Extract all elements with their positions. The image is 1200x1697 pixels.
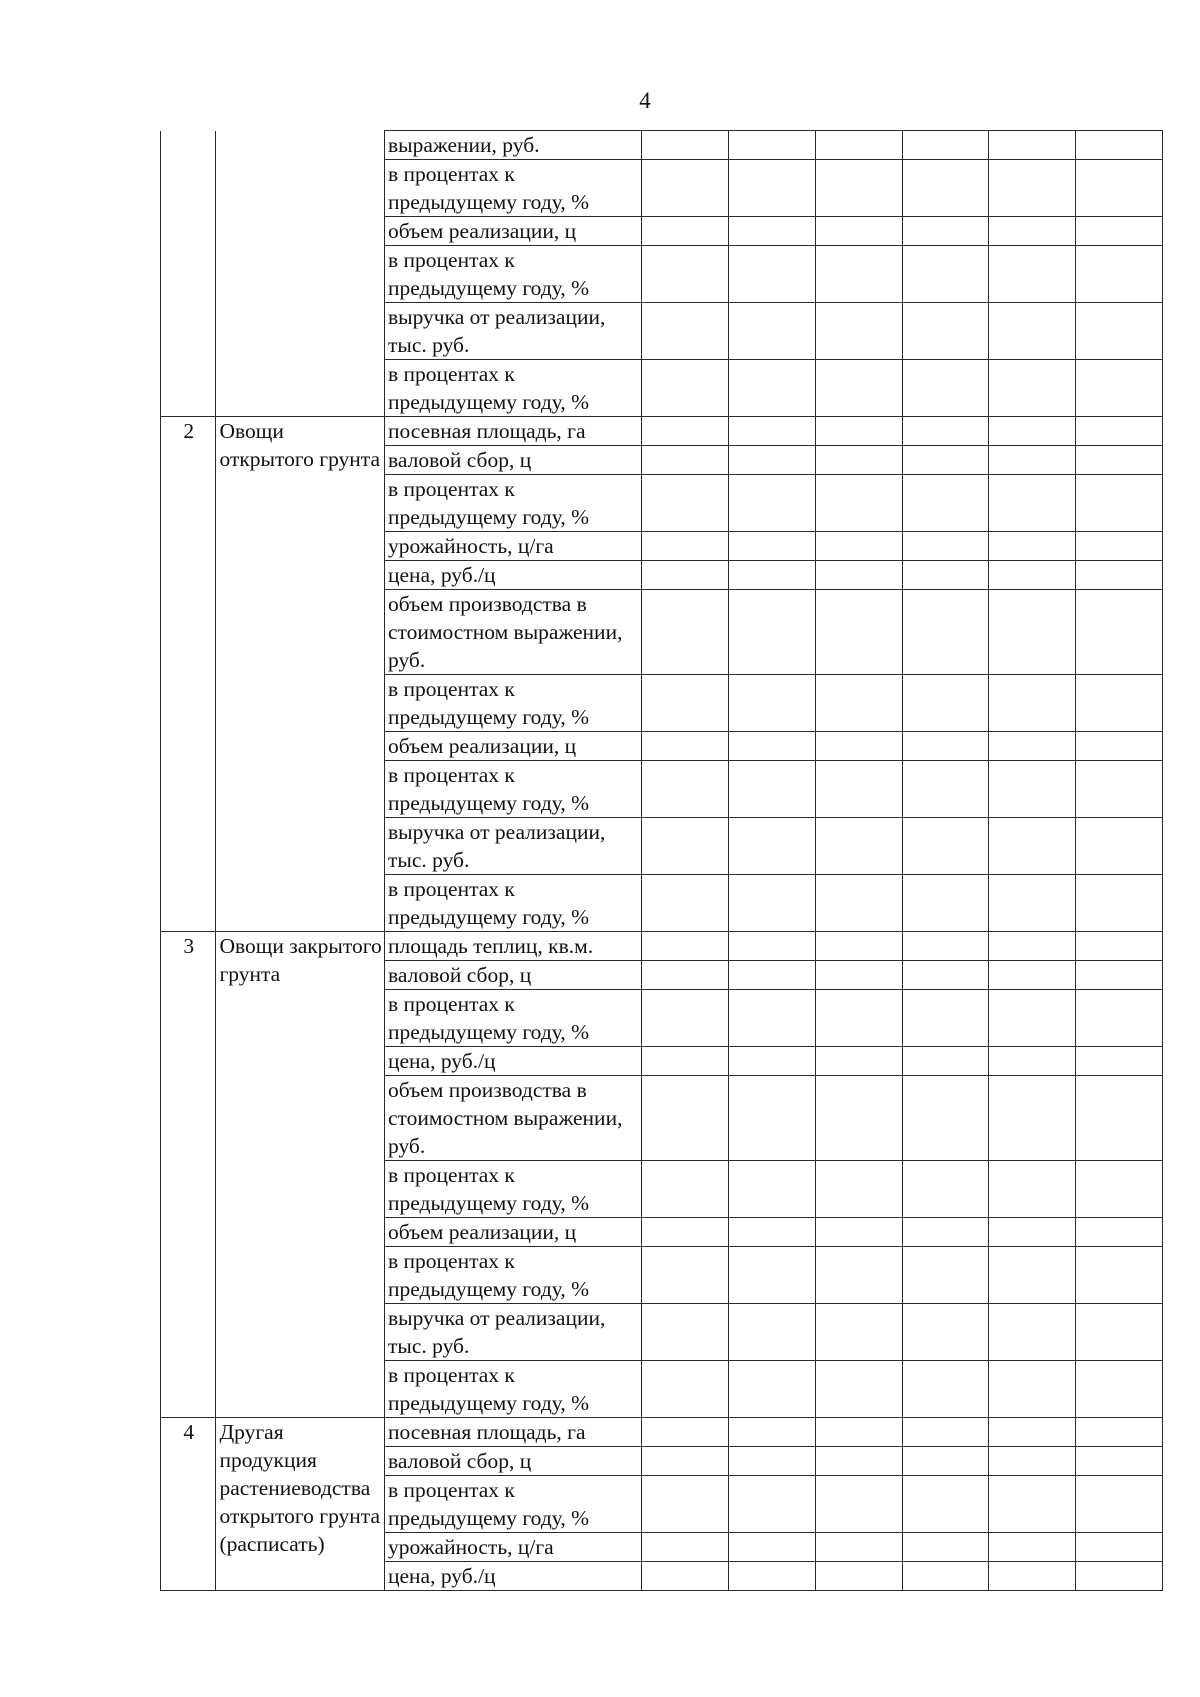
value-cell[interactable] [1076, 131, 1163, 160]
value-cell[interactable] [989, 131, 1076, 160]
value-cell[interactable] [1076, 961, 1163, 990]
section-name: Овощи закрытого грунта [216, 932, 385, 1418]
value-cell[interactable] [989, 1447, 1076, 1476]
value-cell[interactable] [642, 932, 729, 961]
value-cell[interactable] [1076, 1562, 1163, 1591]
indicator-label: в процентах к предыдущему году, % [384, 160, 641, 217]
value-cell[interactable] [989, 1533, 1076, 1562]
value-cell[interactable] [642, 532, 729, 561]
value-cell[interactable] [989, 675, 1076, 732]
value-cell[interactable] [1076, 818, 1163, 875]
value-cell[interactable] [989, 360, 1076, 417]
value-cell[interactable] [729, 417, 816, 446]
value-cell[interactable] [989, 532, 1076, 561]
value-cell[interactable] [1076, 761, 1163, 818]
value-cell[interactable] [989, 446, 1076, 475]
value-cell[interactable] [1076, 1418, 1163, 1447]
value-cell[interactable] [902, 732, 989, 761]
value-cell[interactable] [815, 732, 902, 761]
indicator-label: в процентах к предыдущему году, % [384, 875, 641, 932]
indicator-label: выручка от реализации, тыс. руб. [384, 303, 641, 360]
value-cell[interactable] [729, 875, 816, 932]
value-cell[interactable] [989, 1076, 1076, 1161]
indicator-label: выручка от реализации, тыс. руб. [384, 1304, 641, 1361]
value-cell[interactable] [902, 761, 989, 818]
value-cell[interactable] [1076, 1361, 1163, 1418]
section-name: Другая продукция растениеводства открытого грунта (расписать) [216, 1418, 385, 1591]
value-cell[interactable] [729, 303, 816, 360]
value-cell[interactable] [902, 1533, 989, 1562]
value-cell[interactable] [1076, 160, 1163, 217]
value-cell[interactable] [815, 990, 902, 1047]
value-cell[interactable] [815, 1161, 902, 1218]
value-cell[interactable] [642, 761, 729, 818]
value-cell[interactable] [902, 1361, 989, 1418]
value-cell[interactable] [642, 217, 729, 246]
value-cell[interactable] [1076, 532, 1163, 561]
value-cell[interactable] [1076, 1076, 1163, 1161]
value-cell[interactable] [729, 818, 816, 875]
value-cell[interactable] [729, 1076, 816, 1161]
value-cell[interactable] [1076, 1247, 1163, 1304]
value-cell[interactable] [642, 246, 729, 303]
value-cell[interactable] [642, 1447, 729, 1476]
value-cell[interactable] [729, 1476, 816, 1533]
value-cell[interactable] [642, 1476, 729, 1533]
value-cell[interactable] [1076, 675, 1163, 732]
indicator-label: цена, руб./ц [384, 561, 641, 590]
value-cell[interactable] [989, 246, 1076, 303]
value-cell[interactable] [902, 1047, 989, 1076]
indicator-label: объем реализации, ц [384, 217, 641, 246]
value-cell[interactable] [642, 1161, 729, 1218]
value-cell[interactable] [815, 1562, 902, 1591]
table-row [161, 932, 1163, 961]
value-cell[interactable] [642, 961, 729, 990]
value-cell[interactable] [1076, 561, 1163, 590]
report-table-body [161, 131, 1163, 1591]
value-cell[interactable] [729, 675, 816, 732]
value-cell[interactable] [729, 590, 816, 675]
value-cell[interactable] [989, 932, 1076, 961]
value-cell[interactable] [902, 990, 989, 1047]
value-cell[interactable] [1076, 475, 1163, 532]
value-cell[interactable] [989, 1304, 1076, 1361]
value-cell[interactable] [815, 360, 902, 417]
indicator-label: валовой сбор, ц [384, 446, 641, 475]
indicator-label: валовой сбор, ц [384, 961, 641, 990]
value-cell[interactable] [642, 303, 729, 360]
indicator-label: в процентах к предыдущему году, % [384, 360, 641, 417]
value-cell[interactable] [729, 1161, 816, 1218]
value-cell[interactable] [815, 303, 902, 360]
value-cell[interactable] [989, 303, 1076, 360]
indicator-label: площадь теплиц, кв.м. [384, 932, 641, 961]
value-cell[interactable] [729, 1418, 816, 1447]
value-cell[interactable] [989, 561, 1076, 590]
value-cell[interactable] [815, 590, 902, 675]
value-cell[interactable] [902, 875, 989, 932]
value-cell[interactable] [729, 160, 816, 217]
table-row [161, 131, 1163, 160]
value-cell[interactable] [989, 475, 1076, 532]
value-cell[interactable] [729, 961, 816, 990]
value-cell[interactable] [1076, 217, 1163, 246]
value-cell[interactable] [729, 217, 816, 246]
value-cell[interactable] [815, 532, 902, 561]
value-cell[interactable] [989, 1418, 1076, 1447]
indicator-label: объем производства в стоимостном выражении, руб. [384, 590, 641, 675]
value-cell[interactable] [729, 761, 816, 818]
section-name-cell [216, 131, 385, 417]
value-cell[interactable] [815, 417, 902, 446]
value-cell[interactable] [815, 1361, 902, 1418]
value-cell[interactable] [989, 961, 1076, 990]
indicator-label: в процентах к предыдущему году, % [384, 1161, 641, 1218]
value-cell[interactable] [902, 532, 989, 561]
value-cell[interactable] [1076, 1476, 1163, 1533]
value-cell[interactable] [642, 990, 729, 1047]
value-cell[interactable] [989, 417, 1076, 446]
value-cell[interactable] [729, 561, 816, 590]
indicator-label: урожайность, ц/га [384, 532, 641, 561]
value-cell[interactable] [1076, 932, 1163, 961]
value-cell[interactable] [729, 732, 816, 761]
value-cell[interactable] [642, 1304, 729, 1361]
value-cell[interactable] [902, 1247, 989, 1304]
value-cell[interactable] [642, 561, 729, 590]
value-cell[interactable] [815, 1533, 902, 1562]
value-cell[interactable] [815, 1247, 902, 1304]
value-cell[interactable] [815, 217, 902, 246]
indicator-label: объем производства в стоимостном выражении, руб. [384, 1076, 641, 1161]
value-cell[interactable] [815, 961, 902, 990]
value-cell[interactable] [1076, 875, 1163, 932]
value-cell[interactable] [815, 1076, 902, 1161]
value-cell[interactable] [642, 675, 729, 732]
value-cell[interactable] [729, 131, 816, 160]
value-cell[interactable] [729, 1047, 816, 1076]
value-cell[interactable] [989, 818, 1076, 875]
value-cell[interactable] [729, 990, 816, 1047]
value-cell[interactable] [815, 246, 902, 303]
value-cell[interactable] [902, 1418, 989, 1447]
value-cell[interactable] [815, 561, 902, 590]
value-cell[interactable] [642, 590, 729, 675]
value-cell[interactable] [1076, 1161, 1163, 1218]
value-cell[interactable] [902, 475, 989, 532]
indicator-label: в процентах к предыдущему году, % [384, 990, 641, 1047]
value-cell[interactable] [729, 1533, 816, 1562]
value-cell[interactable] [902, 961, 989, 990]
indicator-label: в процентах к предыдущему году, % [384, 475, 641, 532]
value-cell[interactable] [1076, 360, 1163, 417]
indicator-label: в процентах к предыдущему году, % [384, 246, 641, 303]
value-cell[interactable] [815, 1218, 902, 1247]
value-cell[interactable] [642, 1562, 729, 1591]
value-cell[interactable] [902, 217, 989, 246]
indicator-label: в процентах к предыдущему году, % [384, 1361, 641, 1418]
indicator-label: объем реализации, ц [384, 732, 641, 761]
value-cell[interactable] [902, 818, 989, 875]
value-cell[interactable] [642, 1533, 729, 1562]
value-cell[interactable] [989, 590, 1076, 675]
value-cell[interactable] [815, 761, 902, 818]
value-cell[interactable] [729, 1247, 816, 1304]
value-cell[interactable] [729, 246, 816, 303]
value-cell[interactable] [989, 1218, 1076, 1247]
value-cell[interactable] [989, 160, 1076, 217]
value-cell[interactable] [729, 1361, 816, 1418]
value-cell[interactable] [989, 875, 1076, 932]
value-cell[interactable] [815, 160, 902, 217]
value-cell[interactable] [815, 1047, 902, 1076]
value-cell[interactable] [902, 1218, 989, 1247]
value-cell[interactable] [815, 1447, 902, 1476]
value-cell[interactable] [902, 446, 989, 475]
indicator-label: урожайность, ц/га [384, 1533, 641, 1562]
value-cell[interactable] [989, 732, 1076, 761]
value-cell[interactable] [815, 818, 902, 875]
indicator-label: в процентах к предыдущему году, % [384, 761, 641, 818]
value-cell[interactable] [989, 1161, 1076, 1218]
value-cell[interactable] [902, 590, 989, 675]
value-cell[interactable] [902, 303, 989, 360]
indicator-label: объем реализации, ц [384, 1218, 641, 1247]
table-row [161, 417, 1163, 446]
value-cell[interactable] [815, 1418, 902, 1447]
value-cell[interactable] [729, 932, 816, 961]
value-cell[interactable] [1076, 990, 1163, 1047]
value-cell[interactable] [989, 990, 1076, 1047]
value-cell[interactable] [902, 417, 989, 446]
indicator-label: в процентах к предыдущему году, % [384, 675, 641, 732]
value-cell[interactable] [729, 1447, 816, 1476]
value-cell[interactable] [902, 675, 989, 732]
value-cell[interactable] [1076, 446, 1163, 475]
report-table [160, 130, 1163, 1591]
value-cell[interactable] [642, 1076, 729, 1161]
value-cell[interactable] [1076, 303, 1163, 360]
table-row [161, 1418, 1163, 1447]
value-cell[interactable] [902, 360, 989, 417]
indicator-label: выражении, руб. [384, 131, 641, 160]
value-cell[interactable] [729, 1218, 816, 1247]
indicator-label: в процентах к предыдущему году, % [384, 1247, 641, 1304]
value-cell[interactable] [989, 761, 1076, 818]
value-cell[interactable] [815, 932, 902, 961]
section-name: Овощи открытого грунта [216, 417, 385, 932]
value-cell[interactable] [729, 475, 816, 532]
value-cell[interactable] [642, 1218, 729, 1247]
value-cell[interactable] [815, 675, 902, 732]
value-cell[interactable] [1076, 1447, 1163, 1476]
value-cell[interactable] [989, 217, 1076, 246]
value-cell[interactable] [815, 446, 902, 475]
value-cell[interactable] [642, 818, 729, 875]
section-number: 4 [161, 1418, 216, 1591]
value-cell[interactable] [902, 131, 989, 160]
value-cell[interactable] [902, 1076, 989, 1161]
value-cell[interactable] [729, 1562, 816, 1591]
value-cell[interactable] [729, 446, 816, 475]
value-cell[interactable] [902, 1447, 989, 1476]
value-cell[interactable] [989, 1476, 1076, 1533]
indicator-label: цена, руб./ц [384, 1562, 641, 1591]
value-cell[interactable] [815, 475, 902, 532]
indicator-label: посевная площадь, га [384, 417, 641, 446]
value-cell[interactable] [902, 1161, 989, 1218]
value-cell[interactable] [642, 360, 729, 417]
section-number: 3 [161, 932, 216, 1418]
value-cell[interactable] [642, 131, 729, 160]
value-cell[interactable] [989, 1047, 1076, 1076]
section-number-cell [161, 131, 216, 417]
value-cell[interactable] [729, 532, 816, 561]
value-cell[interactable] [902, 561, 989, 590]
value-cell[interactable] [1076, 1304, 1163, 1361]
value-cell[interactable] [642, 1418, 729, 1447]
indicator-label: цена, руб./ц [384, 1047, 641, 1076]
value-cell[interactable] [642, 1247, 729, 1304]
value-cell[interactable] [1076, 590, 1163, 675]
value-cell[interactable] [902, 1562, 989, 1591]
value-cell[interactable] [729, 1304, 816, 1361]
value-cell[interactable] [729, 360, 816, 417]
value-cell[interactable] [815, 1304, 902, 1361]
indicator-label: в процентах к предыдущему году, % [384, 1476, 641, 1533]
indicator-label: валовой сбор, ц [384, 1447, 641, 1476]
value-cell[interactable] [1076, 1533, 1163, 1562]
value-cell[interactable] [902, 160, 989, 217]
indicator-label: выручка от реализации, тыс. руб. [384, 818, 641, 875]
value-cell[interactable] [989, 1361, 1076, 1418]
value-cell[interactable] [1076, 417, 1163, 446]
value-cell[interactable] [902, 1304, 989, 1361]
value-cell[interactable] [989, 1562, 1076, 1591]
value-cell[interactable] [902, 932, 989, 961]
value-cell[interactable] [1076, 1218, 1163, 1247]
value-cell[interactable] [642, 417, 729, 446]
value-cell[interactable] [642, 1361, 729, 1418]
value-cell[interactable] [1076, 246, 1163, 303]
value-cell[interactable] [1076, 1047, 1163, 1076]
value-cell[interactable] [815, 131, 902, 160]
value-cell[interactable] [642, 446, 729, 475]
value-cell[interactable] [815, 875, 902, 932]
section-number: 2 [161, 417, 216, 932]
value-cell[interactable] [815, 1476, 902, 1533]
page-number: 4 [639, 88, 651, 113]
value-cell[interactable] [642, 1047, 729, 1076]
value-cell[interactable] [642, 875, 729, 932]
value-cell[interactable] [642, 732, 729, 761]
value-cell[interactable] [989, 1247, 1076, 1304]
indicator-label: посевная площадь, га [384, 1418, 641, 1447]
value-cell[interactable] [902, 246, 989, 303]
value-cell[interactable] [902, 1476, 989, 1533]
value-cell[interactable] [642, 475, 729, 532]
value-cell[interactable] [1076, 732, 1163, 761]
value-cell[interactable] [642, 160, 729, 217]
